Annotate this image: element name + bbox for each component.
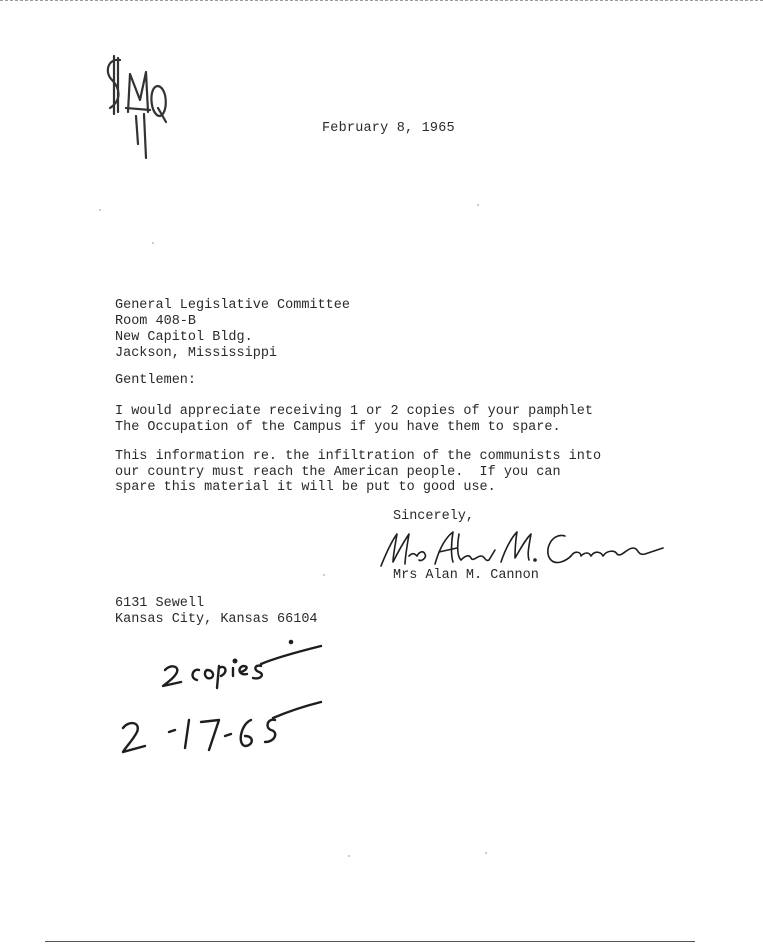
scan-speck xyxy=(99,209,101,211)
signer-name: Mrs Alan M. Cannon xyxy=(393,568,539,583)
handwritten-initials-stamp xyxy=(100,52,170,162)
page-top-edge xyxy=(0,0,763,1)
salutation: Gentlemen: xyxy=(115,373,197,388)
scan-speck xyxy=(477,204,479,206)
body-paragraph-request: I would appreciate receiving 1 or 2 copies of your pamphlet The Occupation of the Campus if you have them to spare. xyxy=(115,404,593,435)
scan-speck xyxy=(485,852,487,854)
body-paragraph-reason: This information re. the infiltration of the communists into our country must reach the American people. If you can spare this material it will be put to good use. xyxy=(115,449,602,495)
recipient-line: New Capitol Bldg. xyxy=(115,330,253,345)
handwritten-note xyxy=(115,636,335,766)
return-address-line: 6131 Sewell xyxy=(115,596,205,611)
recipient-line: General Legislative Committee xyxy=(115,298,350,313)
recipient-line: Room 408-B xyxy=(115,314,197,329)
scan-speck xyxy=(323,574,325,576)
recipient-line: Jackson, Mississippi xyxy=(115,346,278,361)
handwritten-signature xyxy=(375,526,670,572)
closing: Sincerely, xyxy=(393,509,475,524)
letter-date: February 8, 1965 xyxy=(322,121,455,136)
return-address xyxy=(115,596,318,627)
recipient-address xyxy=(115,298,350,362)
scan-speck xyxy=(348,855,350,857)
scan-speck xyxy=(152,242,154,244)
return-address-line: Kansas City, Kansas 66104 xyxy=(115,611,318,627)
page-bottom-rule xyxy=(45,941,695,942)
